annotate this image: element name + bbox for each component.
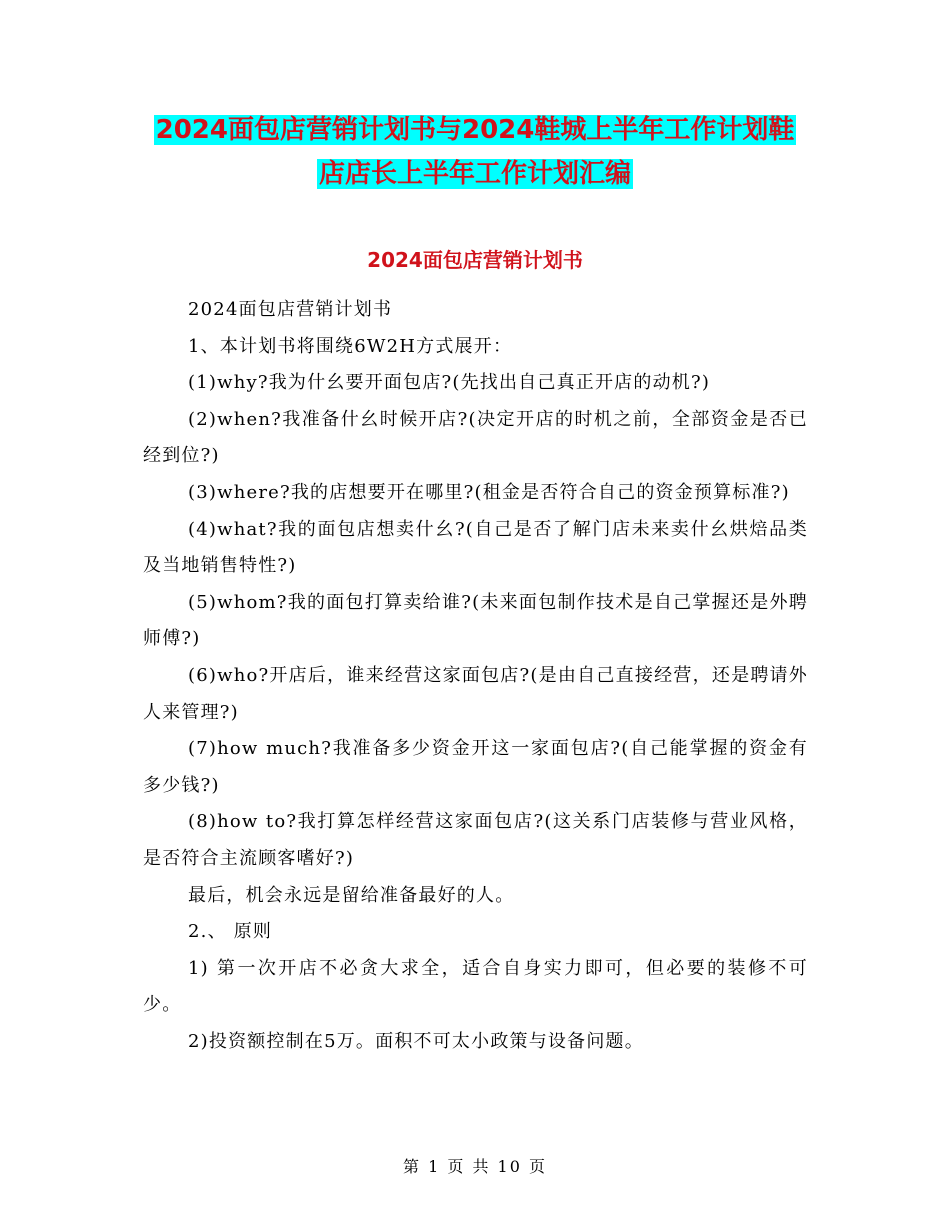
paragraph: 1) 第一次开店不必贪大求全，适合自身实力即可，但必要的装修不可少。: [143, 957, 808, 1016]
paragraph: (6)who?开店后，谁来经营这家面包店?(是由自己直接经营，还是聘请外人来管理?): [143, 664, 808, 723]
title-text-1: 2024面包店营销计划书与2024鞋城上半年工作计划鞋: [155, 115, 795, 145]
paragraph: 最后，机会永远是留给准备最好的人。: [188, 884, 515, 906]
paragraph: (8)how to?我打算怎样经营这家面包店?(这关系门店装修与营业风格，是否符合主流顾客嗜好?): [143, 811, 808, 869]
page-footer: 第 1 页 共 10 页: [403, 1157, 547, 1176]
title-line-2: [0, 152, 950, 196]
document-body: [143, 292, 808, 1060]
title-line-1: [0, 108, 950, 152]
document-title: [0, 108, 950, 196]
paragraph: (2)when?我准备什幺时候开店?(决定开店的时机之前，全部资金是否已经到位?): [143, 408, 808, 467]
paragraph: (5)whom?我的面包打算卖给谁?(未来面包制作技术是自己掌握还是外聘师傅?): [143, 591, 808, 650]
paragraph: 2)投资额控制在5万。面积不可太小政策与设备问题。: [188, 1030, 644, 1052]
paragraph: (3)where?我的店想要开在哪里?(租金是否符合自己的资金预算标准?): [188, 481, 790, 503]
paragraph: (1)why?我为什幺要开面包店?(先找出自己真正开店的动机?): [188, 372, 711, 394]
paragraph: 2.、 原则: [188, 921, 273, 943]
section-heading: 2024面包店营销计划书: [367, 248, 583, 272]
title-text-2: 店店长上半年工作计划汇编: [318, 159, 631, 189]
paragraph: 2024面包店营销计划书: [188, 299, 393, 320]
paragraph: (7)how much?我准备多少资金开这一家面包店?(自己能掌握的资金有多少钱?): [143, 738, 808, 796]
paragraph: 1、本计划书将围绕6W2H方式展开：: [188, 335, 513, 357]
paragraph: (4)what?我的面包店想卖什幺?(自己是否了解门店未来卖什幺烘焙品类及当地销售特性?): [143, 518, 808, 577]
